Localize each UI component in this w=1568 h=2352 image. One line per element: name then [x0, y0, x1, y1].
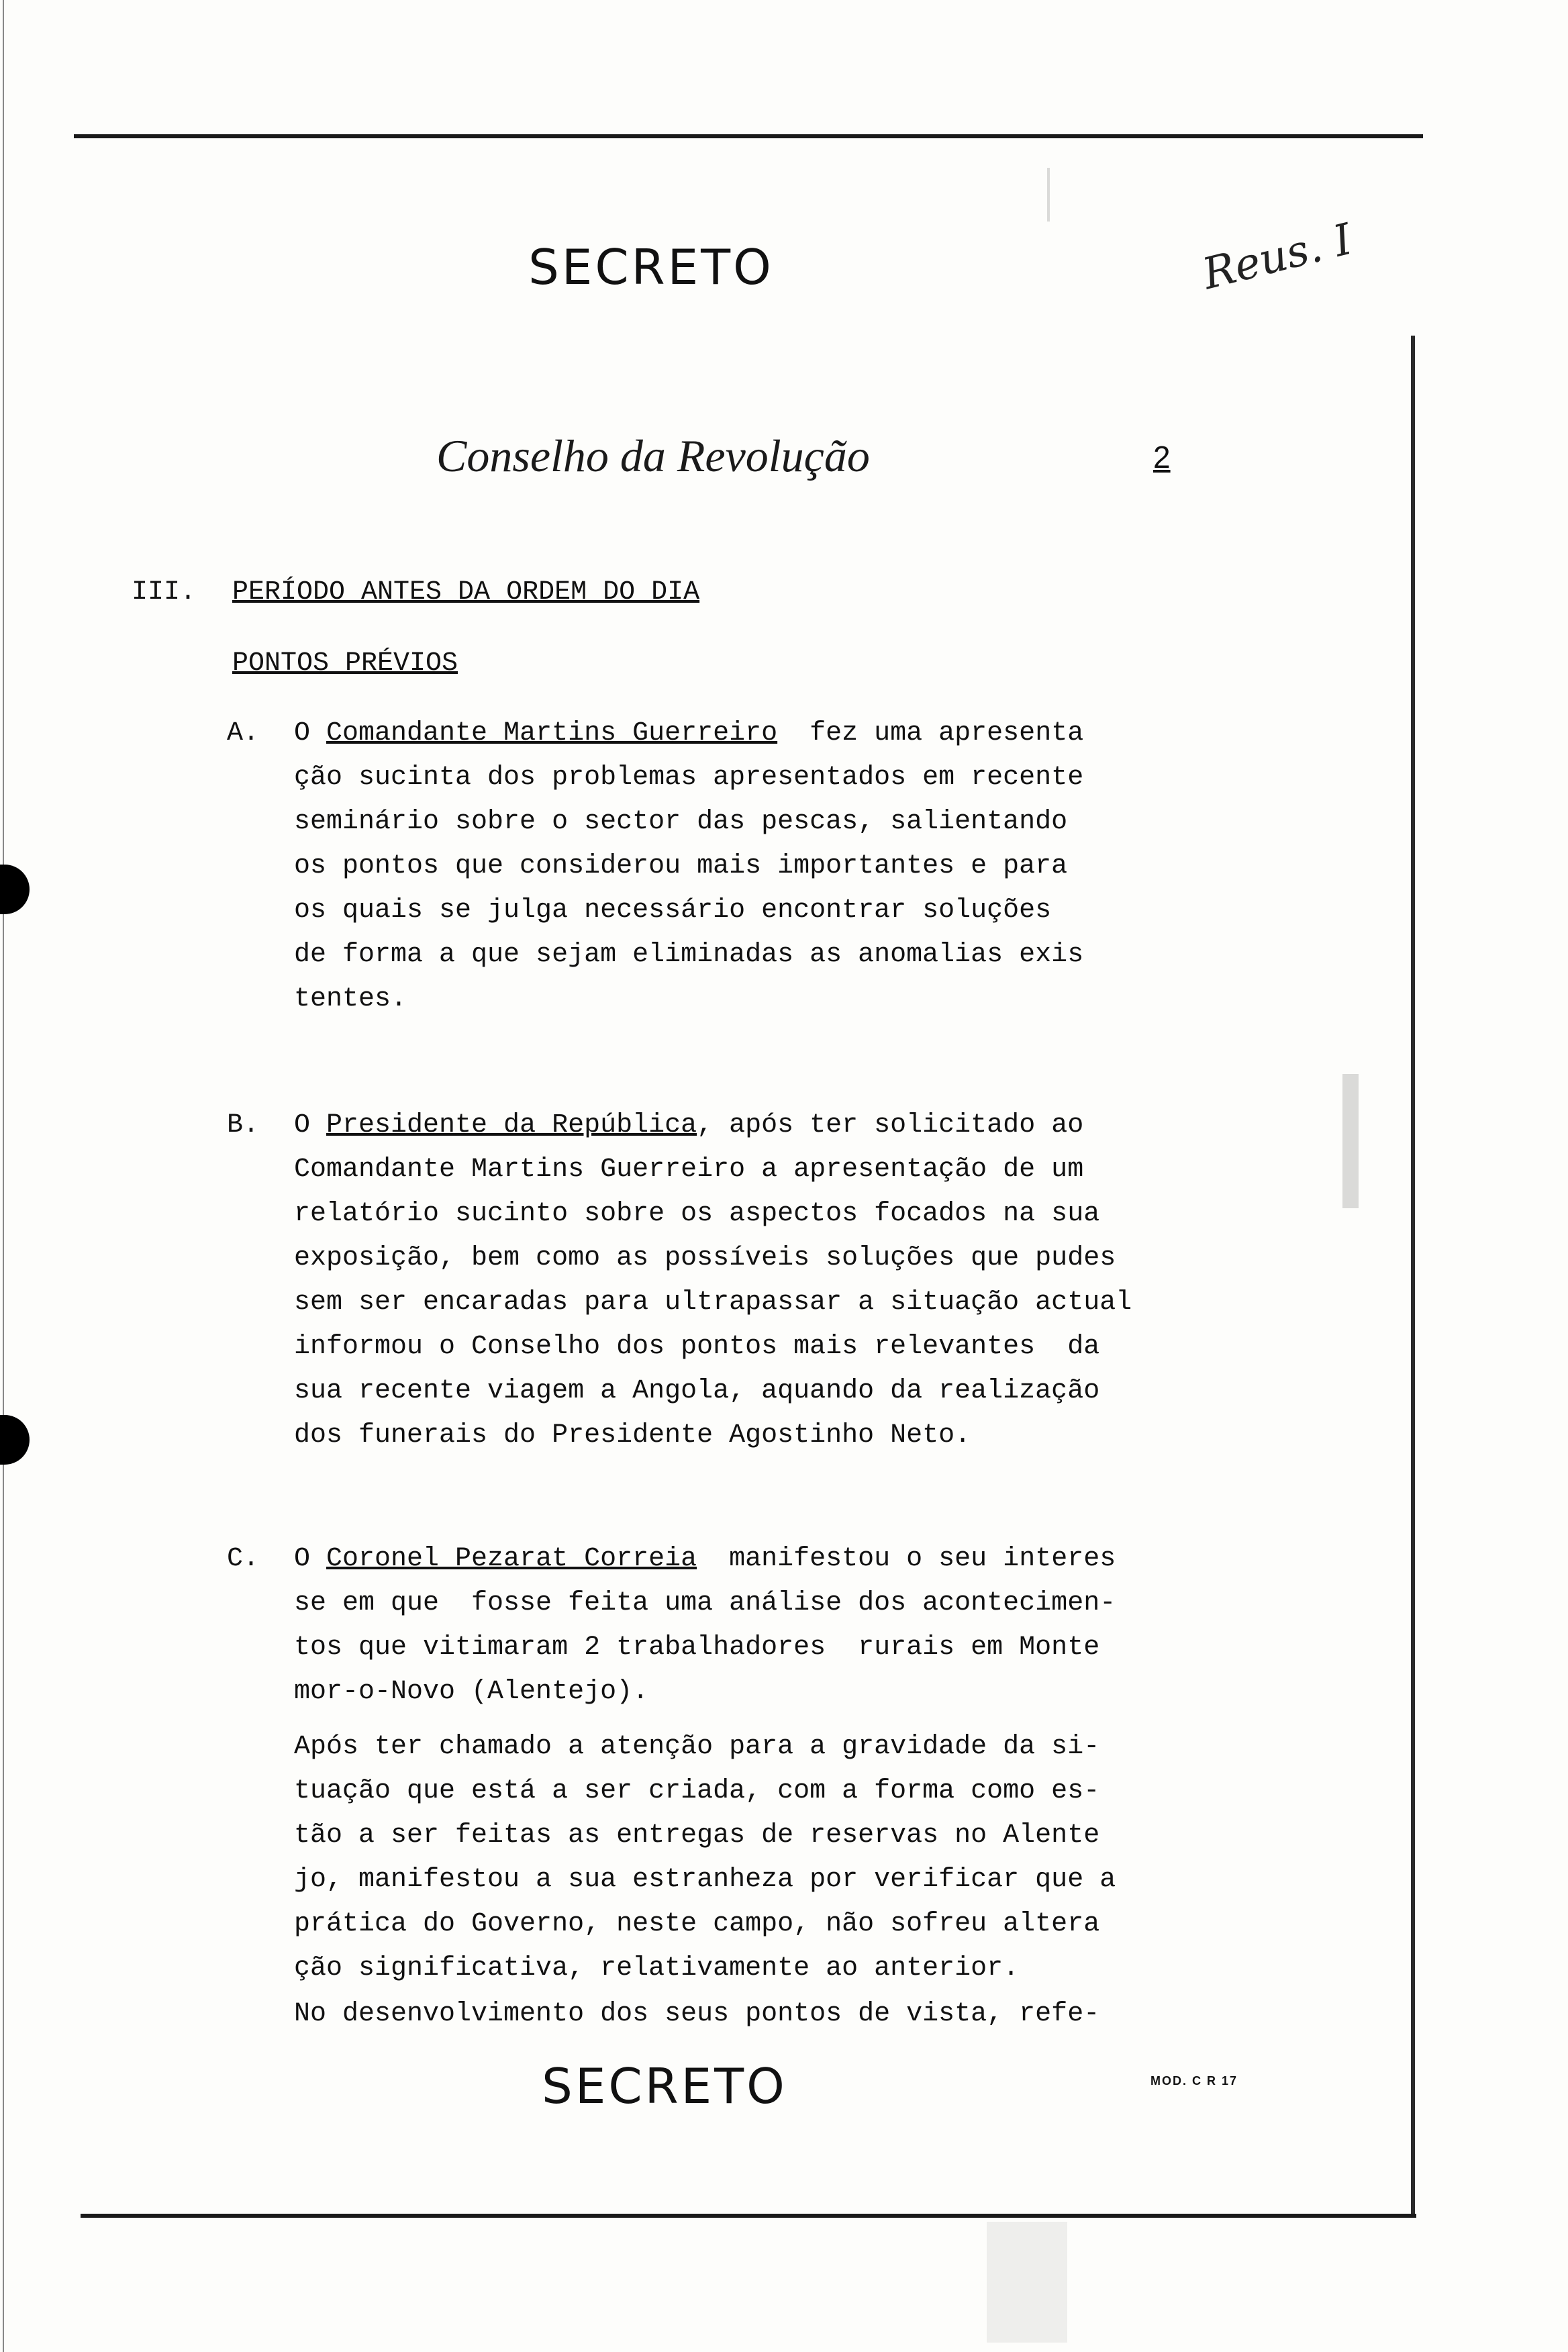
top-frame-line — [74, 134, 1423, 138]
paragraph-line: sem ser encaradas para ultrapassar a situação actual — [294, 1287, 1132, 1318]
right-frame-line — [1411, 336, 1415, 2215]
paragraph-line: Comandante Martins Guerreiro a apresentação de um — [294, 1155, 1084, 1185]
paragraph-line: informou o Conselho dos pontos mais relevantes da — [294, 1332, 1100, 1362]
item-b-first-line — [294, 1104, 1180, 1148]
paragraph-line: os quais se julga necessário encontrar soluções — [294, 895, 1052, 926]
paragraph-line: dos funerais do Presidente Agostinho Neto. — [294, 1420, 971, 1451]
section-number: III. — [132, 577, 197, 607]
paragraph-line: de forma a que sejam eliminadas as anomalias exis — [294, 940, 1084, 970]
paragraph-line: sua recente viagem a Angola, aquando da realização — [294, 1376, 1100, 1406]
form-code: MOD. C R 17 — [1150, 2074, 1238, 2088]
item-a-line1-rest: fez uma apresenta — [777, 718, 1084, 748]
classification-stamp-bottom: SECRETO — [542, 2058, 787, 2114]
bottom-frame-line — [81, 2214, 1416, 2218]
paragraph-line: relatório sucinto sobre os aspectos focados na sua — [294, 1199, 1100, 1229]
paragraph-line: No desenvolvimento dos seus pontos de vista, refe- — [294, 1999, 1100, 2029]
section-title: PERÍODO ANTES DA ORDEM DO DIA — [232, 577, 700, 607]
paragraph-line: jo, manifestou a sua estranheza por verificar que a — [294, 1865, 1116, 1895]
paragraph-line: exposição, bem como as possíveis soluções que pudes — [294, 1243, 1116, 1273]
item-b-paragraph — [294, 1104, 1180, 1458]
subsection-title: PONTOS PRÉVIOS — [232, 648, 458, 679]
item-letter-c: C. — [227, 1544, 260, 1574]
item-c-paragraph-2 — [294, 1725, 1180, 1991]
page-number: 2 — [1153, 440, 1171, 475]
scan-speck — [987, 2222, 1067, 2343]
paragraph-line: se em que fosse feita uma análise dos acontecimen- — [294, 1588, 1116, 1618]
scan-speck — [1047, 168, 1050, 222]
handwritten-note: Reus. I — [1197, 214, 1357, 300]
item-a-first-line — [294, 712, 1180, 756]
item-c-line1-rest: manifestou o seu interes — [697, 1544, 1116, 1574]
classification-stamp-top: SECRETO — [528, 239, 774, 295]
item-c-first-line — [294, 1537, 1180, 1581]
punch-hole — [0, 1415, 30, 1465]
punch-hole — [0, 865, 30, 914]
paragraph-line: Após ter chamado a atenção para a gravidade da si- — [294, 1732, 1100, 1762]
scan-edge — [3, 0, 4, 2352]
item-b-lead: O — [294, 1110, 327, 1140]
paragraph-line: prática do Governo, neste campo, não sofreu altera — [294, 1909, 1100, 1939]
item-c-paragraph — [294, 1537, 1180, 1714]
item-a-subject: Comandante Martins Guerreiro — [326, 718, 778, 748]
letterhead: Conselho da Revolução — [436, 430, 870, 481]
paragraph-line: tuação que está a ser criada, com a forma como es- — [294, 1776, 1100, 1806]
item-b-subject: Presidente da República — [326, 1110, 697, 1140]
item-letter-b: B. — [227, 1110, 260, 1140]
paragraph-line: mor-o-Novo (Alentejo). — [294, 1677, 649, 1707]
item-letter-a: A. — [227, 718, 260, 748]
item-c-paragraph-3 — [294, 1992, 1180, 2037]
item-c-lead: O — [294, 1544, 327, 1574]
paragraph-line: ção significativa, relativamente ao anterior. — [294, 1953, 1020, 1983]
paragraph-line: os pontos que considerou mais importantes e para — [294, 851, 1068, 881]
paragraph-line: ção sucinta dos problemas apresentados em recente — [294, 763, 1084, 793]
item-a-lead: O — [294, 718, 327, 748]
paragraph-line: seminário sobre o sector das pescas, salientando — [294, 807, 1068, 837]
paragraph-line: tão a ser feitas as entregas de reservas no Alente — [294, 1820, 1100, 1851]
item-b-line1-rest: , após ter solicitado ao — [697, 1110, 1084, 1140]
paragraph-line: tentes. — [294, 984, 407, 1014]
item-a-paragraph — [294, 712, 1180, 1022]
scan-speck — [1342, 1074, 1359, 1208]
paragraph-line: tos que vitimaram 2 trabalhadores rurais em Monte — [294, 1632, 1100, 1663]
item-c-subject: Coronel Pezarat Correia — [326, 1544, 697, 1574]
